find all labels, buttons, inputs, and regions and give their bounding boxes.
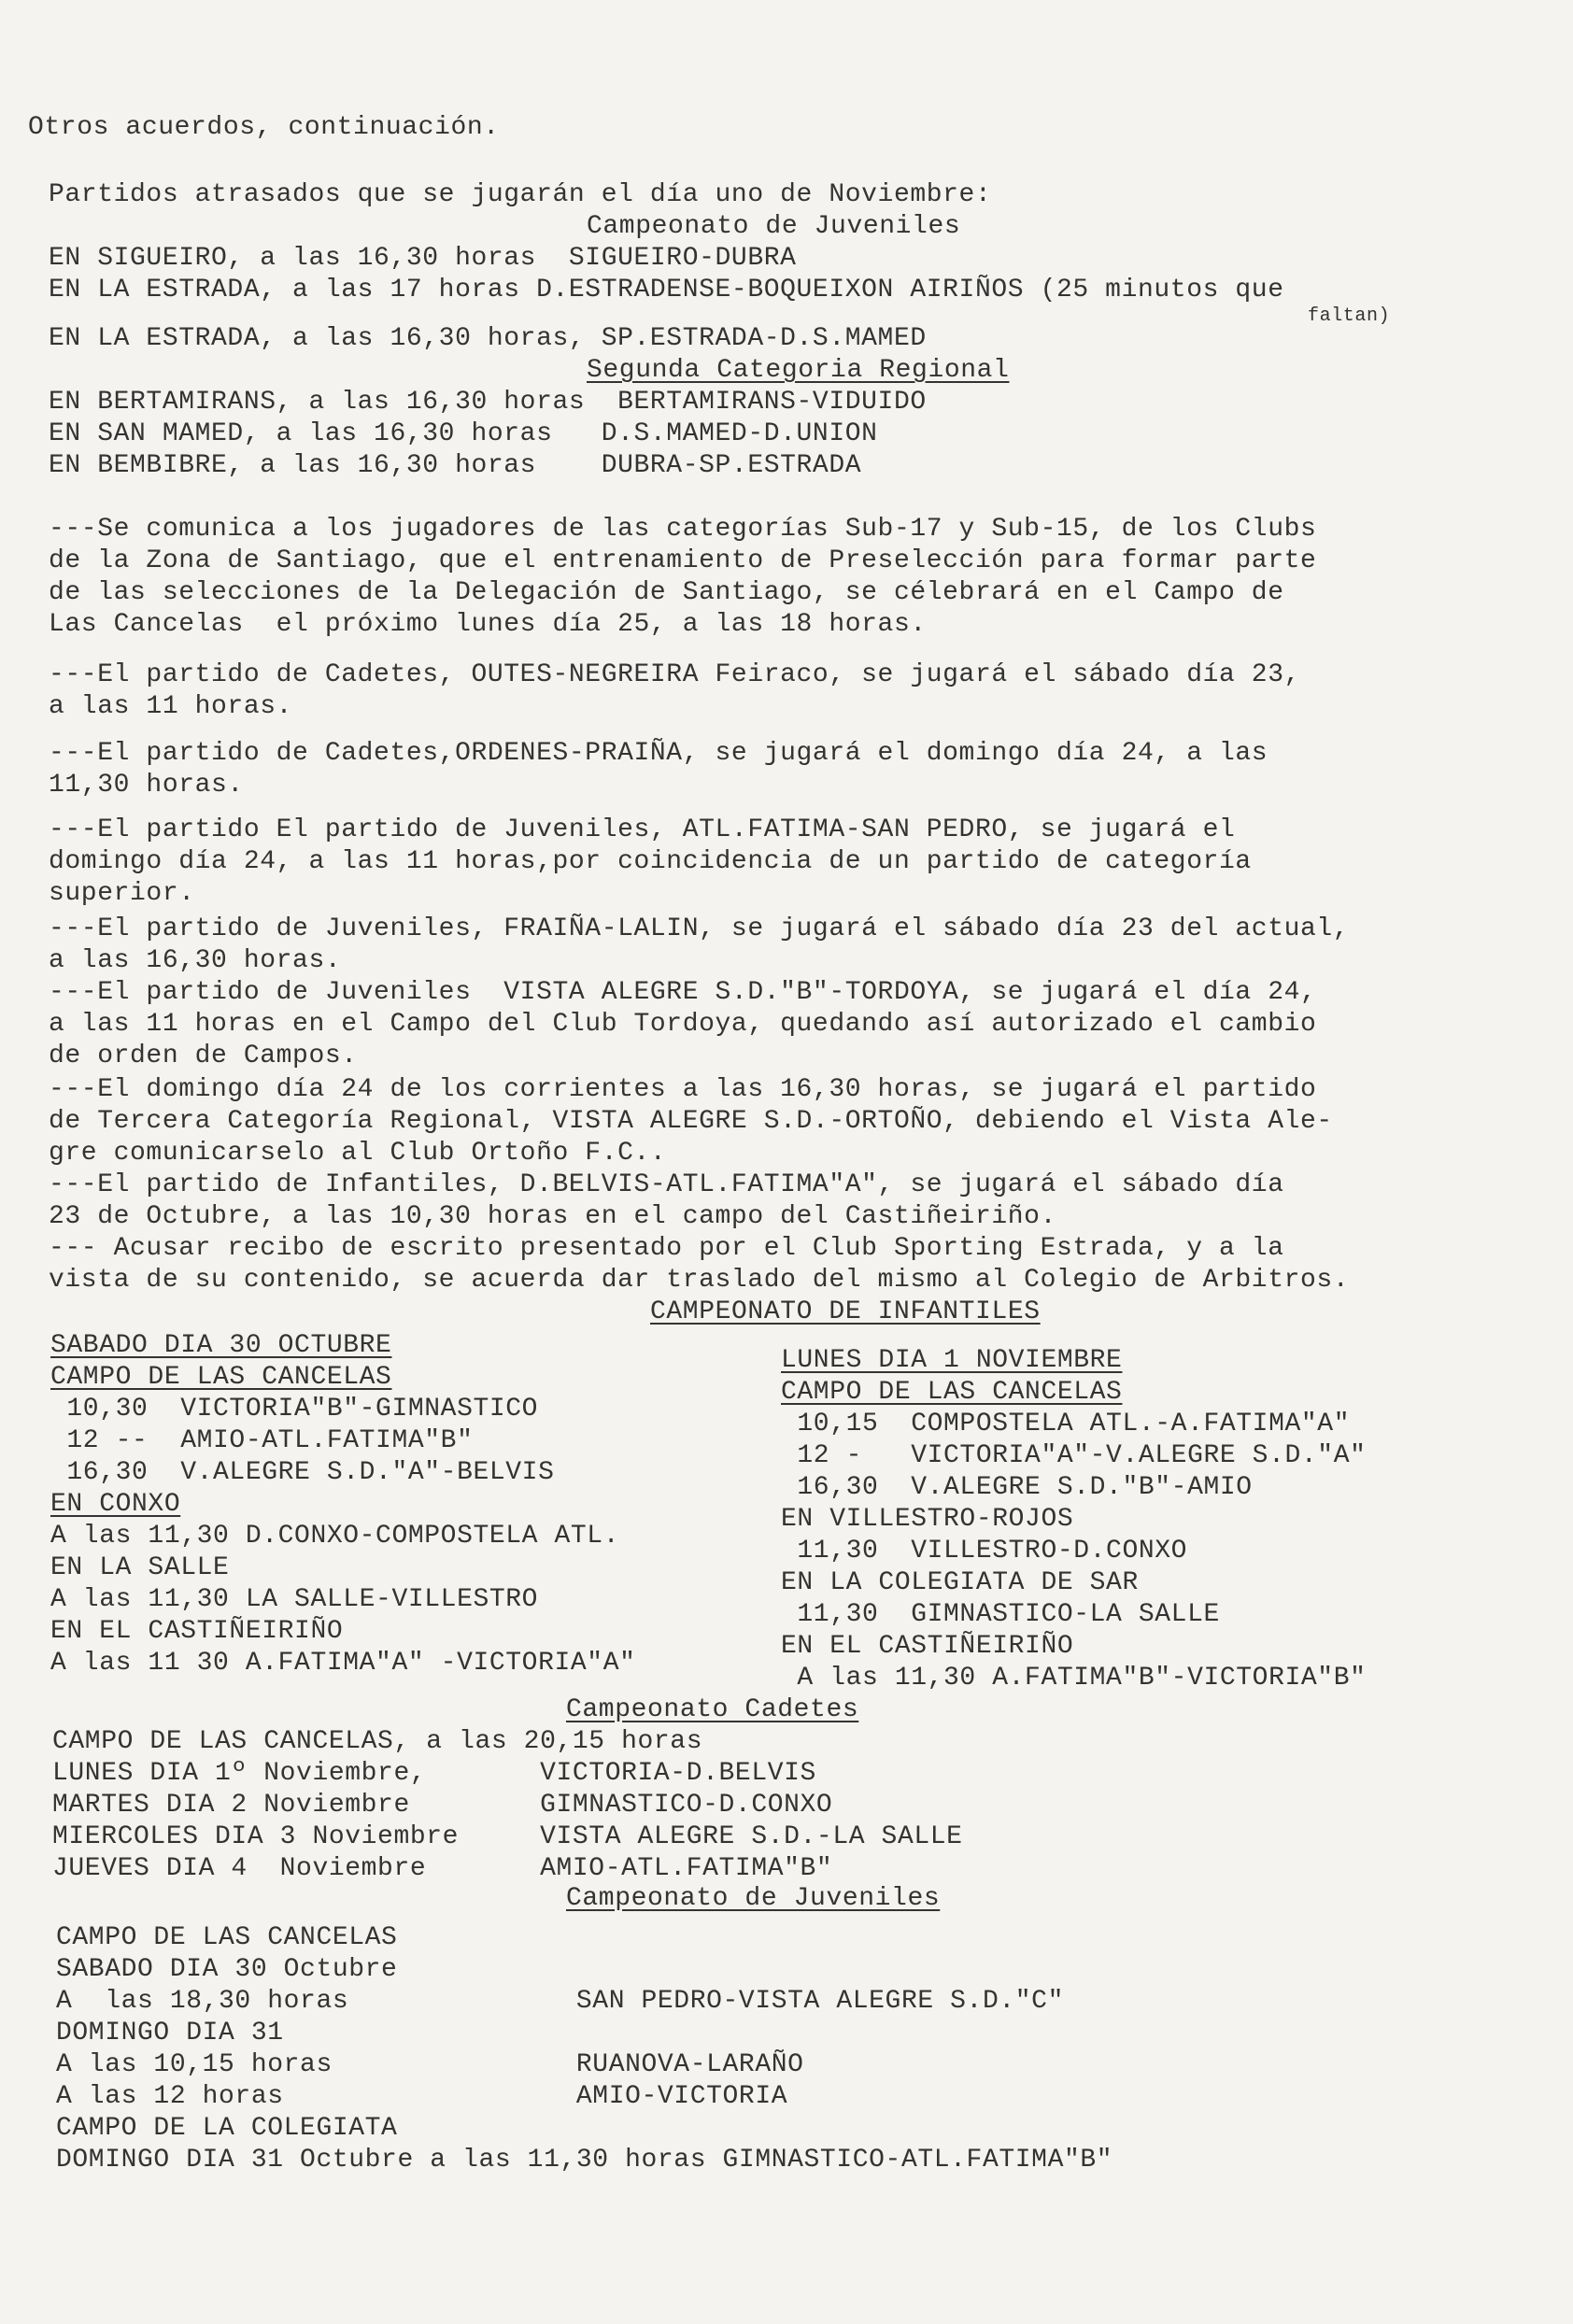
left-venue-1: CAMPO DE LAS CANCELAS: [50, 1363, 392, 1392]
paragraph-5-line-1: ---El partido de Juveniles, FRAIÑA-LALIN, se jugará el sábado día 23 del actual,: [49, 914, 1350, 943]
paragraph-1-line-3: de las selecciones de la Delegación de Santiago, se célebrará en el Campo de: [49, 578, 1284, 607]
paragraph-9-line-1: --- Acusar recibo de escrito presentado por el Club Sporting Estrada, y a la: [49, 1234, 1284, 1263]
paragraph-6-line-3: de orden de Campos.: [49, 1042, 358, 1070]
juveniles-header-2: Campeonato de Juveniles: [566, 1884, 941, 1913]
left-venue-3: EN LA SALLE: [50, 1553, 230, 1582]
cadetes-line-5: JUEVES DIA 4 Noviembre AMIO-ATL.FATIMA"B": [52, 1854, 833, 1883]
right-venue-3: EN LA COLEGIATA DE SAR: [781, 1568, 1139, 1597]
right-match-1: 10,15 COMPOSTELA ATL.-A.FATIMA"A": [781, 1410, 1351, 1438]
infantiles-header: CAMPEONATO DE INFANTILES: [650, 1297, 1041, 1326]
paragraph-1-line-2: de la Zona de Santiago, que el entrenamiento de Preselección para formar parte: [49, 546, 1317, 575]
right-venue-1: CAMPO DE LAS CANCELAS: [781, 1378, 1123, 1407]
paragraph-1-line-4: Las Cancelas el próximo lunes día 25, a las 18 horas.: [49, 610, 927, 639]
paragraph-3-line-1: ---El partido de Cadetes,ORDENES-PRAIÑA, se jugará el domingo día 24, a las: [49, 739, 1268, 768]
segunda-header: Segunda Categoria Regional: [587, 356, 1010, 385]
juveniles-line-2-note: faltan): [1308, 305, 1391, 327]
right-venue-2: EN VILLESTRO-ROJOS: [781, 1505, 1074, 1534]
paragraph-8-line-2: 23 de Octubre, a las 10,30 horas en el campo del Castiñeiriño.: [49, 1202, 1056, 1231]
right-day-heading: LUNES DIA 1 NOVIEMBRE: [781, 1346, 1123, 1375]
paragraph-4-line-2: domingo día 24, a las 11 horas,por coincidencia de un partido de categoría: [49, 847, 1252, 876]
left-match-6: A las 11 30 A.FATIMA"A" -VICTORIA"A": [50, 1649, 636, 1678]
cadetes-line-2: LUNES DIA 1º Noviembre, VICTORIA-D.BELVIS: [52, 1759, 816, 1788]
segunda-line-2: EN SAN MAMED, a las 16,30 horas D.S.MAMED-D.UNION: [49, 419, 878, 448]
juveniles2-line-6: A las 12 horas AMIO-VICTORIA: [56, 2082, 788, 2111]
juveniles2-line-3: A las 18,30 horas SAN PEDRO-VISTA ALEGRE S.D."C": [56, 1987, 1064, 2016]
left-venue-4: EN EL CASTIÑEIRIÑO: [50, 1617, 344, 1646]
cadetes-line-3: MARTES DIA 2 Noviembre GIMNASTICO-D.CONXO: [52, 1791, 833, 1820]
juveniles2-line-5: A las 10,15 horas RUANOVA-LARAÑO: [56, 2050, 804, 2079]
paragraph-6-line-2: a las 11 horas en el Campo del Club Tordoya, quedando así autorizado el cambio: [49, 1010, 1317, 1039]
paragraph-6-line-1: ---El partido de Juveniles VISTA ALEGRE S.D."B"-TORDOYA, se jugará el día 24,: [49, 978, 1317, 1007]
paragraph-8-line-1: ---El partido de Infantiles, D.BELVIS-ATL.FATIMA"A", se jugará el sábado día: [49, 1170, 1284, 1199]
juveniles-line-1: EN SIGUEIRO, a las 16,30 horas SIGUEIRO-DUBRA: [49, 244, 797, 273]
paragraph-2-line-2: a las 11 horas.: [49, 692, 293, 721]
paragraph-9-line-2: vista de su contenido, se acuerda dar traslado del mismo al Colegio de Arbitros.: [49, 1266, 1350, 1295]
juveniles-line-3: EN LA ESTRADA, a las 16,30 horas, SP.ESTRADA-D.S.MAMED: [49, 324, 927, 353]
paragraph-7-line-3: gre comunicarselo al Club Ortoño F.C..: [49, 1139, 667, 1168]
juveniles-header: Campeonato de Juveniles: [587, 212, 961, 241]
right-venue-4: EN EL CASTIÑEIRIÑO: [781, 1632, 1074, 1661]
right-match-5: 11,30 GIMNASTICO-LA SALLE: [781, 1600, 1220, 1629]
juveniles-line-2: EN LA ESTRADA, a las 17 horas D.ESTRADENSE-BOQUEIXON AIRIÑOS (25 minutos que: [49, 276, 1284, 305]
cadetes-line-1: CAMPO DE LAS CANCELAS, a las 20,15 horas: [52, 1727, 703, 1756]
juveniles2-line-8: DOMINGO DIA 31 Octubre a las 11,30 horas GIMNASTICO-ATL.FATIMA"B": [56, 2146, 1113, 2175]
juveniles2-line-7: CAMPO DE LA COLEGIATA: [56, 2114, 398, 2143]
paragraph-7-line-1: ---El domingo día 24 de los corrientes a las 16,30 horas, se jugará el partido: [49, 1075, 1317, 1104]
left-match-5: A las 11,30 LA SALLE-VILLESTRO: [50, 1585, 539, 1614]
cadetes-line-4: MIERCOLES DIA 3 Noviembre VISTA ALEGRE S.D.-LA SALLE: [52, 1822, 963, 1851]
segunda-line-3: EN BEMBIBRE, a las 16,30 horas DUBRA-SP.ESTRADA: [49, 451, 862, 480]
right-match-2: 12 - VICTORIA"A"-V.ALEGRE S.D."A": [781, 1441, 1367, 1470]
atrasados-intro: Partidos atrasados que se jugarán el día uno de Noviembre:: [49, 180, 992, 209]
right-match-4: 11,30 VILLESTRO-D.CONXO: [781, 1537, 1188, 1566]
paragraph-4-line-3: superior.: [49, 879, 195, 908]
juveniles2-line-1: CAMPO DE LAS CANCELAS: [56, 1923, 398, 1952]
paragraph-7-line-2: de Tercera Categoría Regional, VISTA ALEGRE S.D.-ORTOÑO, debiendo el Vista Ale-: [49, 1107, 1333, 1136]
paragraph-3-line-2: 11,30 horas.: [49, 771, 244, 800]
juveniles2-line-2: SABADO DIA 30 Octubre: [56, 1955, 398, 1984]
document-heading: Otros acuerdos, continuación.: [28, 113, 500, 142]
right-match-3: 16,30 V.ALEGRE S.D."B"-AMIO: [781, 1473, 1253, 1502]
paragraph-1-line-1: ---Se comunica a los jugadores de las categorías Sub-17 y Sub-15, de los Clubs: [49, 515, 1317, 544]
segunda-line-1: EN BERTAMIRANS, a las 16,30 horas BERTAMIRANS-VIDUIDO: [49, 388, 927, 417]
left-match-2: 12 -- AMIO-ATL.FATIMA"B": [50, 1426, 474, 1455]
left-day-heading: SABADO DIA 30 OCTUBRE: [50, 1331, 392, 1360]
paragraph-4-line-1: ---El partido El partido de Juveniles, ATL.FATIMA-SAN PEDRO, se jugará el: [49, 815, 1236, 844]
juveniles2-line-4: DOMINGO DIA 31: [56, 2019, 284, 2048]
left-match-3: 16,30 V.ALEGRE S.D."A"-BELVIS: [50, 1458, 555, 1487]
paragraph-2-line-1: ---El partido de Cadetes, OUTES-NEGREIRA Feiraco, se jugará el sábado día 23,: [49, 660, 1301, 689]
left-match-1: 10,30 VICTORIA"B"-GIMNASTICO: [50, 1395, 539, 1424]
paragraph-5-line-2: a las 16,30 horas.: [49, 946, 342, 975]
left-match-4: A las 11,30 D.CONXO-COMPOSTELA ATL.: [50, 1522, 620, 1551]
right-match-6: A las 11,30 A.FATIMA"B"-VICTORIA"B": [781, 1664, 1367, 1693]
left-venue-2: EN CONXO: [50, 1490, 181, 1519]
cadetes-header: Campeonato Cadetes: [566, 1695, 859, 1724]
